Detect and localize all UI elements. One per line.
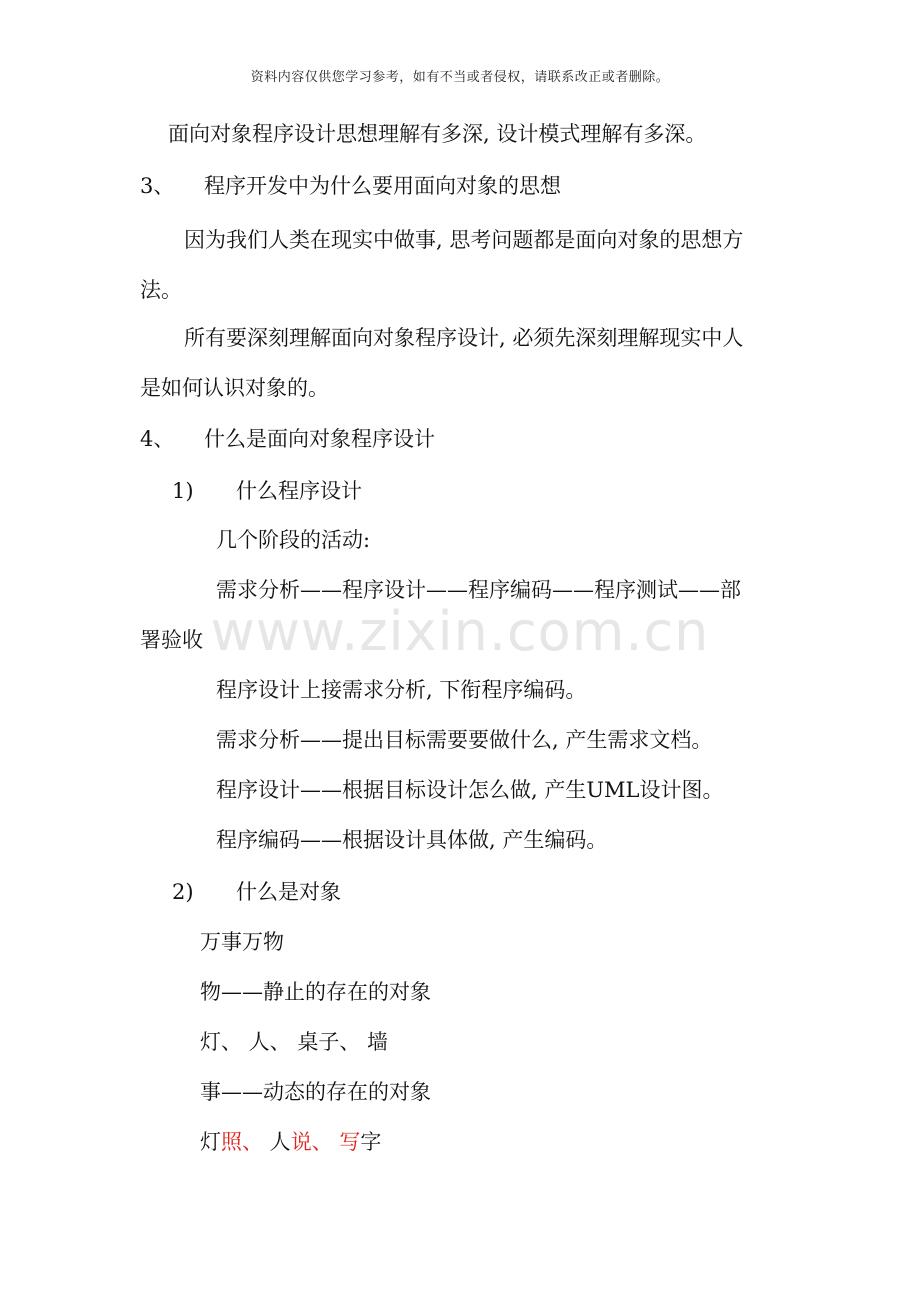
- paragraph-line: 万事万物: [200, 930, 284, 954]
- section-number: 3、: [140, 174, 175, 198]
- paragraph-line: 因为我们人类在现实中做事, 思考问题都是面向对象的思想方: [184, 228, 744, 252]
- paragraph-line: 物——静止的存在的对象: [200, 980, 431, 1004]
- highlighted-text: 写: [339, 1130, 361, 1154]
- paragraph-line: 事——动态的存在的对象: [200, 1080, 431, 1104]
- text-run: 字: [360, 1130, 382, 1154]
- paragraph-line: 程序编码——根据设计具体做, 产生编码。: [216, 828, 608, 852]
- paragraph-line: 署验收: [140, 628, 203, 652]
- subsection-number: 2): [172, 880, 194, 904]
- paragraph-line: 法。: [140, 278, 182, 302]
- paragraph-line: 几个阶段的活动:: [216, 528, 371, 552]
- paragraph-line: 程序设计上接需求分析, 下衔程序编码。: [216, 678, 587, 702]
- subsection-heading-2: [172, 878, 341, 906]
- text-run: 灯: [200, 1130, 221, 1154]
- paragraph-line-highlighted: [200, 1128, 381, 1156]
- paragraph-line: 灯、 人、 桌子、 墙: [200, 1030, 389, 1054]
- subsection-number: 1): [172, 479, 194, 503]
- section-title: 什么是面向对象程序设计: [204, 427, 435, 451]
- paragraph-line: 需求分析——程序设计——程序编码——程序测试——部: [216, 578, 741, 602]
- paragraph-line: 需求分析——提出目标需要要做什么, 产生需求文档。: [216, 728, 713, 752]
- document-header-note: 资料内容仅供您学习参考，如有不当或者侵权，请联系改正或者删除。: [250, 70, 670, 85]
- subsection-title: 什么是对象: [236, 880, 341, 904]
- subsection-heading-1: [172, 477, 362, 505]
- paragraph-question: 面向对象程序设计思想理解有多深, 设计模式理解有多深。: [168, 122, 707, 146]
- highlighted-text: 说、: [290, 1130, 333, 1154]
- section-heading-3: [140, 172, 561, 200]
- subsection-title: 什么程序设计: [236, 479, 362, 503]
- section-number: 4、: [140, 427, 175, 451]
- section-heading-4: [140, 425, 435, 453]
- paragraph-line: 程序设计——根据目标设计怎么做, 产生UML设计图。: [216, 778, 724, 802]
- text-run: 人: [263, 1130, 291, 1154]
- paragraph-line: 所有要深刻理解面向对象程序设计, 必须先深刻理解现实中人: [184, 326, 744, 350]
- highlighted-text: 照、: [221, 1130, 263, 1154]
- watermark-text: www.zixin.com.cn: [210, 600, 710, 663]
- paragraph-line: 是如何认识对象的。: [140, 376, 329, 400]
- section-title: 程序开发中为什么要用面向对象的思想: [204, 174, 561, 198]
